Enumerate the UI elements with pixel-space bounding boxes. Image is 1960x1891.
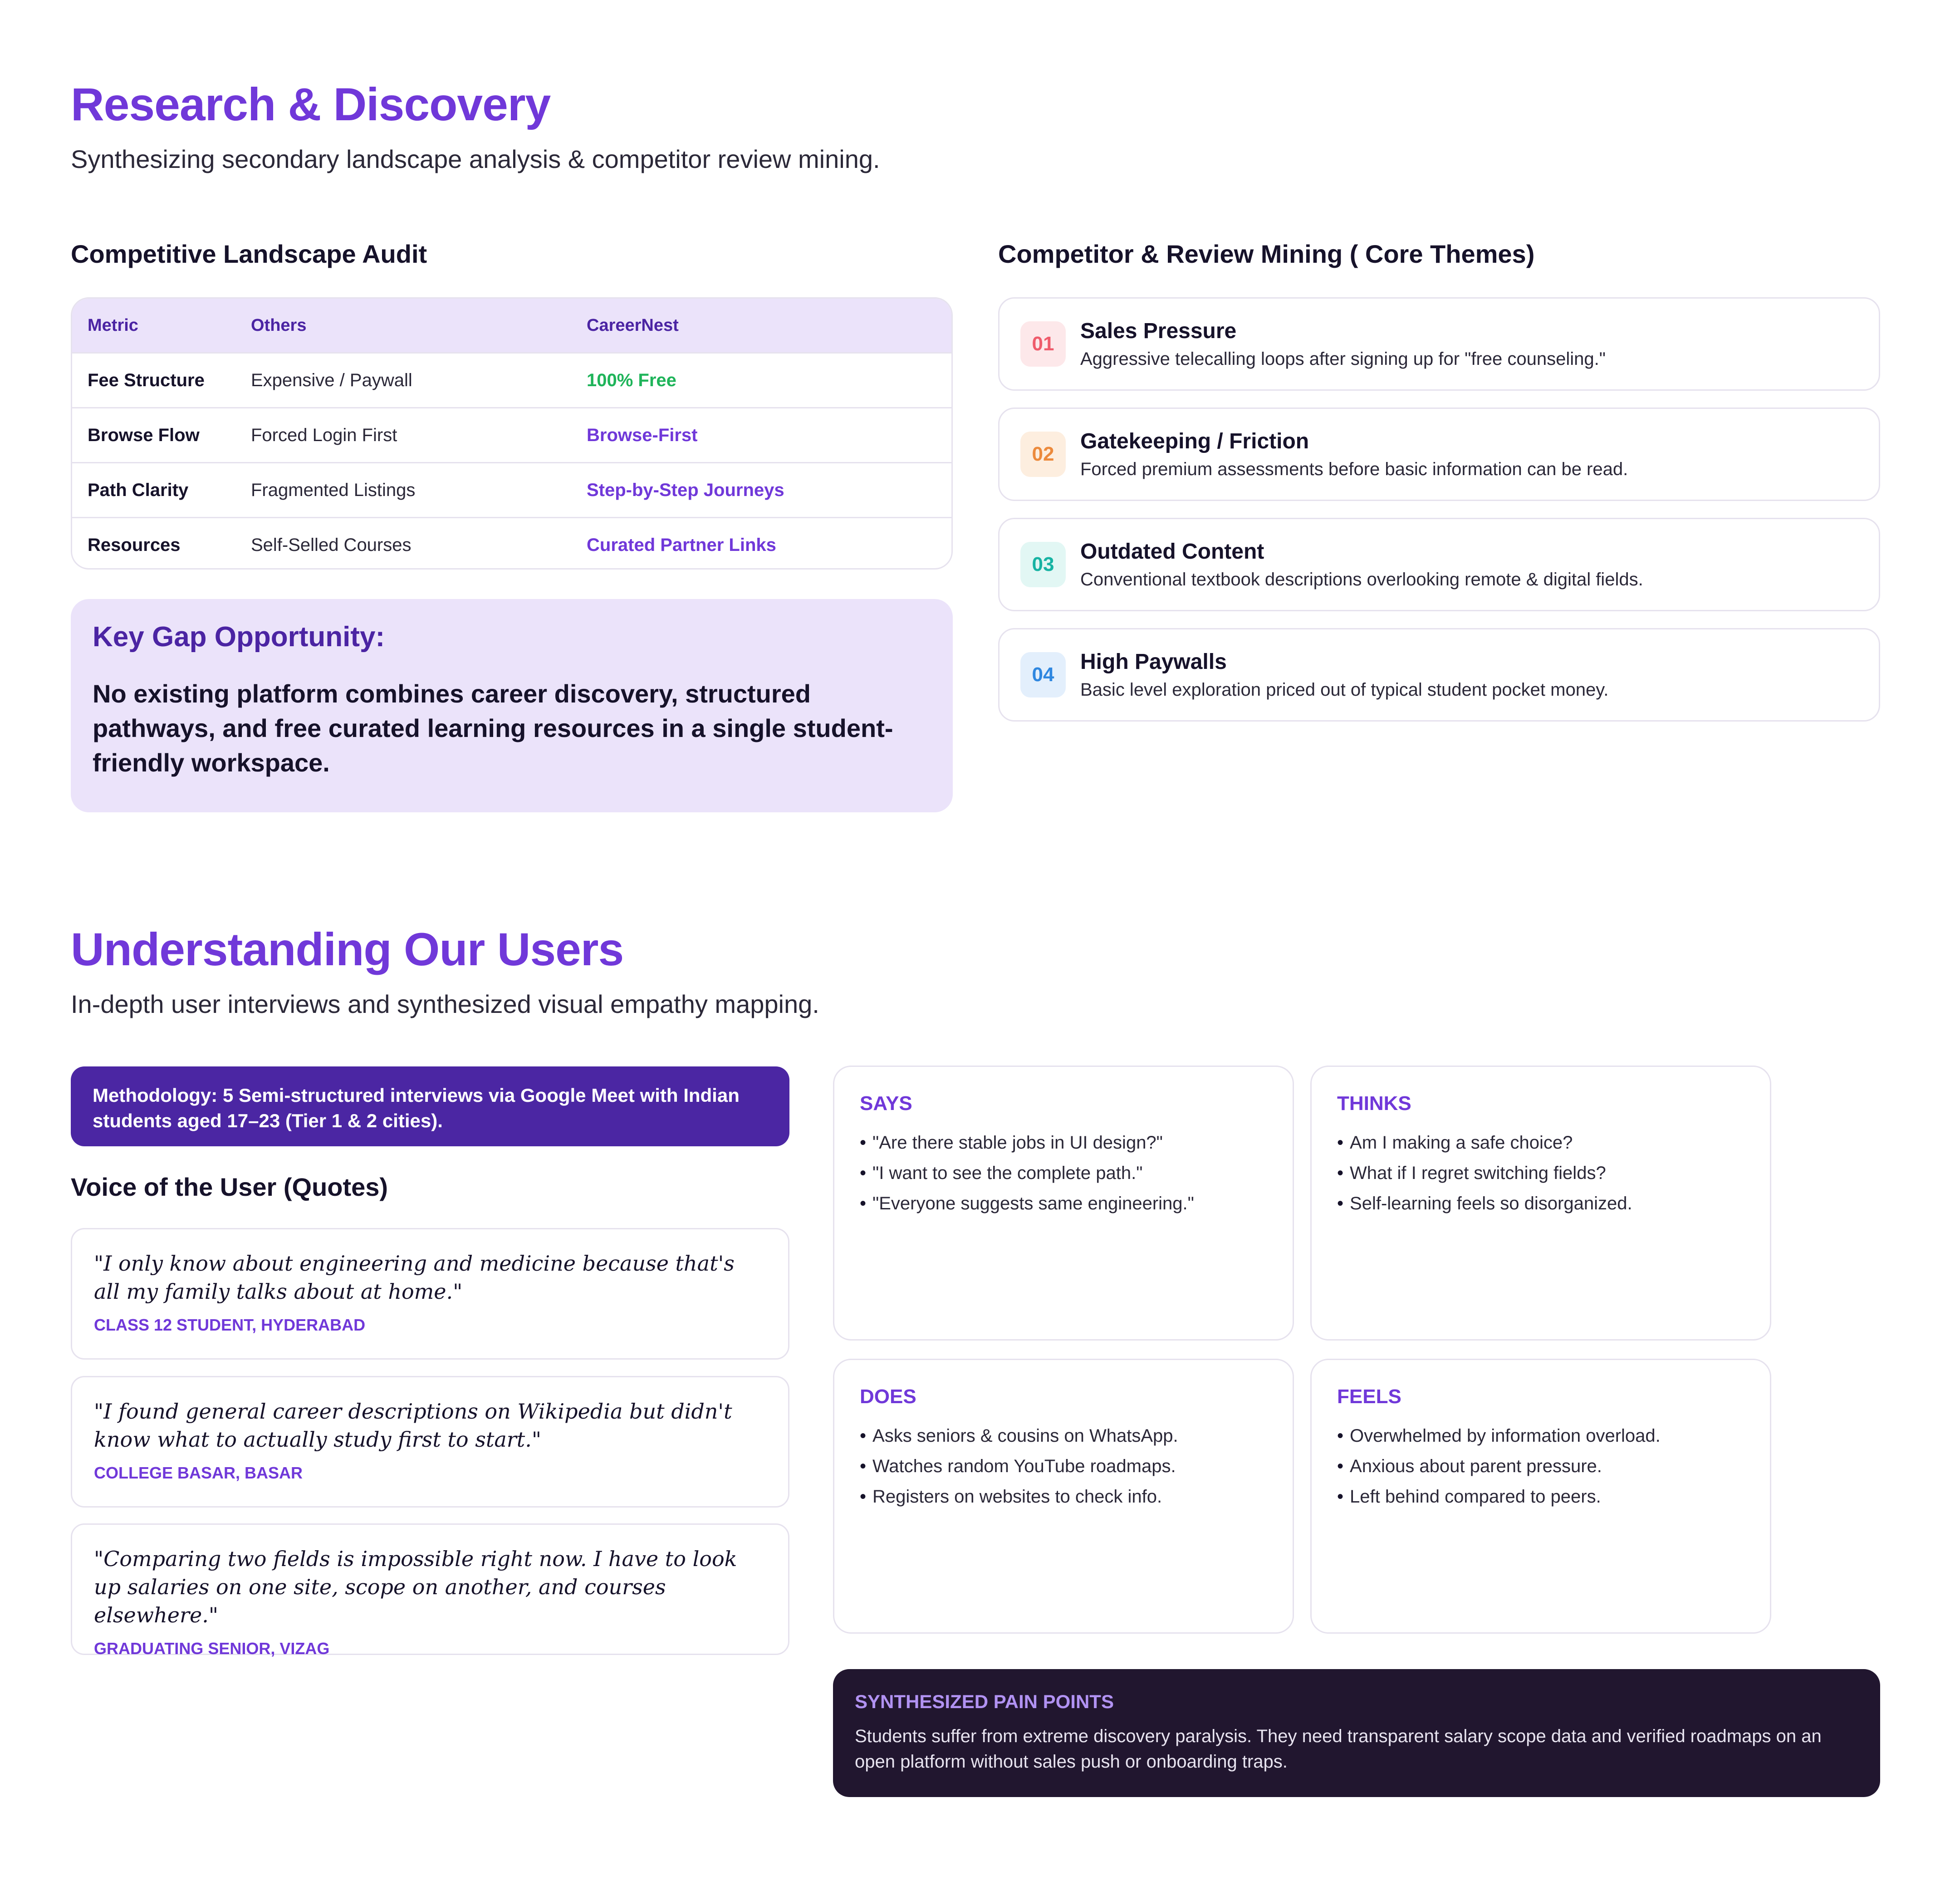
empathy-feels-title: FEELS (1337, 1385, 1401, 1408)
theme-description: Conventional textbook descriptions overlooking remote & digital fields. (1080, 570, 1643, 589)
users-subtitle: In-depth user interviews and synthesized visual empathy mapping. (71, 990, 819, 1018)
list-item: • Asks seniors & cousins on WhatsApp. (860, 1421, 1267, 1451)
list-item: • What if I regret switching fields? (1337, 1158, 1744, 1189)
theme-number-badge: 04 (1020, 652, 1066, 697)
column-header-others: Others (251, 315, 307, 335)
theme-card (998, 518, 1880, 611)
list-item: • "Everyone suggests same engineering." (860, 1189, 1267, 1219)
users-title: Understanding Our Users (71, 923, 624, 975)
theme-number-badge: 03 (1020, 542, 1066, 587)
table-row (72, 407, 951, 462)
careernest-cell: 100% Free (587, 370, 676, 390)
list-item: • "I want to see the complete path." (860, 1158, 1267, 1189)
quote-card (71, 1523, 789, 1658)
quote-source: GRADUATING SENIOR, VIZAG (94, 1639, 330, 1658)
table-row (72, 462, 951, 517)
audit-table-header (72, 299, 951, 352)
quote-source: COLLEGE BASAR, BASAR (94, 1464, 303, 1482)
list-item: • Am I making a safe choice? (1337, 1128, 1744, 1158)
theme-title: High Paywalls (1080, 650, 1227, 674)
table-row (72, 517, 951, 570)
theme-title: Gatekeeping / Friction (1080, 429, 1309, 453)
pain-points-panel (833, 1669, 1880, 1797)
theme-title: Outdated Content (1080, 540, 1264, 564)
empathy-does-title: DOES (860, 1385, 916, 1408)
others-cell: Expensive / Paywall (251, 370, 412, 390)
research-subtitle: Synthesizing secondary landscape analysis & competitor review mining. (71, 145, 880, 173)
themes-heading: Competitor & Review Mining ( Core Themes) (998, 240, 1535, 268)
theme-description: Aggressive telecalling loops after signing up for "free counseling." (1080, 349, 1606, 369)
empathy-feels-card (1310, 1359, 1771, 1634)
theme-description: Forced premium assessments before basic information can be read. (1080, 459, 1628, 479)
quotes-heading: Voice of the User (Quotes) (71, 1173, 388, 1201)
others-cell: Fragmented Listings (251, 480, 416, 500)
list-item: • Left behind compared to peers. (1337, 1482, 1744, 1512)
pain-points-body: Students suffer from extreme discovery paralysis. They need transparent salary scope data and verified roadmaps on an open platform without sales push or onboarding traps. (855, 1726, 1822, 1772)
methodology-banner: Methodology: 5 Semi-structured interviews via Google Meet with Indian students aged 17–23 (Tier 1 & 2 cities). (71, 1066, 789, 1146)
theme-number-badge: 02 (1020, 432, 1066, 477)
empathy-thinks-card (1310, 1066, 1771, 1341)
list-item: • Self-learning feels so disorganized. (1337, 1189, 1744, 1219)
theme-number-badge: 01 (1020, 321, 1066, 367)
empathy-says-card (833, 1066, 1294, 1341)
key-gap-card (71, 599, 953, 812)
careernest-cell: Curated Partner Links (587, 535, 776, 555)
quote-source: CLASS 12 STUDENT, HYDERABAD (94, 1316, 366, 1334)
empathy-does-card (833, 1359, 1294, 1634)
careernest-cell: Step-by-Step Journeys (587, 480, 784, 500)
list-item: • "Are there stable jobs in UI design?" (860, 1128, 1267, 1158)
quote-card (71, 1376, 789, 1508)
others-cell: Self-Selled Courses (251, 535, 412, 555)
metric-cell: Fee Structure (88, 370, 205, 390)
key-gap-title: Key Gap Opportunity: (93, 621, 385, 653)
theme-title: Sales Pressure (1080, 319, 1237, 343)
metric-cell: Browse Flow (88, 425, 200, 445)
empathy-says-title: SAYS (860, 1092, 912, 1115)
quote-text: "I found general career descriptions on Wikipedia but didn't know what to actually study first to start." (94, 1399, 732, 1452)
list-item: • Anxious about parent pressure. (1337, 1451, 1744, 1482)
audit-table (71, 297, 953, 570)
key-gap-body: No existing platform combines career discovery, structured pathways, and free curated learning resources in a single student-friendly workspace. (93, 679, 893, 777)
empathy-thinks-title: THINKS (1337, 1092, 1411, 1115)
pain-points-title: SYNTHESIZED PAIN POINTS (855, 1691, 1114, 1712)
quote-card (71, 1228, 789, 1360)
list-item: • Registers on websites to check info. (860, 1482, 1267, 1512)
audit-heading: Competitive Landscape Audit (71, 240, 427, 268)
theme-card (998, 408, 1880, 501)
column-header-careernest: CareerNest (587, 315, 679, 335)
list-item: • Watches random YouTube roadmaps. (860, 1451, 1267, 1482)
research-title: Research & Discovery (71, 79, 551, 130)
others-cell: Forced Login First (251, 425, 397, 445)
theme-card (998, 628, 1880, 722)
theme-card (998, 297, 1880, 391)
metric-cell: Path Clarity (88, 480, 189, 500)
careernest-cell: Browse-First (587, 425, 698, 445)
list-item: • Overwhelmed by information overload. (1337, 1421, 1744, 1451)
theme-description: Basic level exploration priced out of typical student pocket money. (1080, 680, 1609, 700)
quote-text: "Comparing two fields is impossible right now. I have to look up salaries on one site, scope on another, and courses elsewhere." (94, 1547, 737, 1627)
quote-text: "I only know about engineering and medicine because that's all my family talks about at home." (94, 1251, 735, 1304)
metric-cell: Resources (88, 535, 181, 555)
table-row (72, 352, 951, 407)
column-header-metric: Metric (88, 315, 138, 335)
